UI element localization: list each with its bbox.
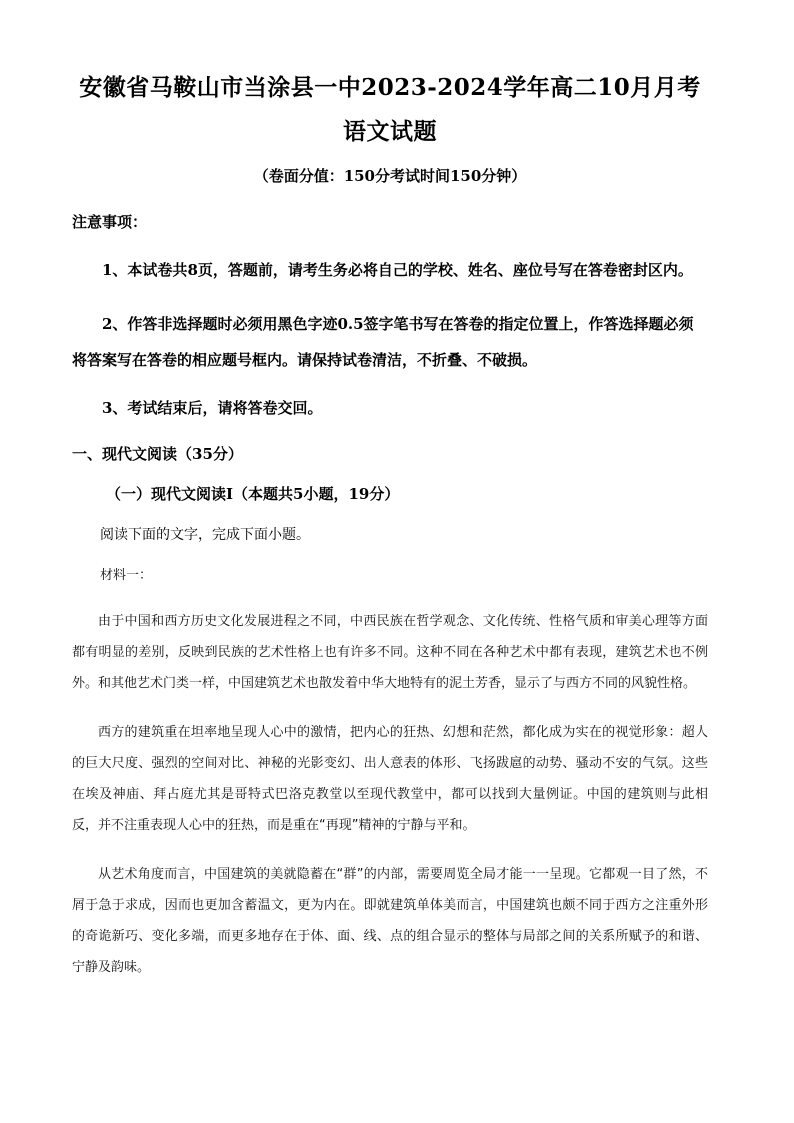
notice-item: 3、考试结束后，请将答卷交回。 xyxy=(102,399,323,417)
reading-instruction: 阅读下面的文字，完成下面小题。 xyxy=(100,527,310,543)
passage-paragraph: 西方的建筑重在坦率地呈现人心中的激情，把内心的狂热、幻想和茫然，都化成为实在的视觉形象：超人的巨大尺度、强烈的空间对比、神秘的光影变幻、出人意表的体形、飞扬跋扈的动势、骚动不安的气氛。这些在埃及神庙、拜占庭尤其是哥特式巴洛克教堂以至现代教堂中，都可以找到大量例证。中国的建筑则与此相反，并不注重表现人心中的狂热，而是重在“再现”精神的宁静与平和。 xyxy=(72,725,708,833)
document-title: 安徽省马鞍山市当涂县一中2023-2024学年高二10月月考语文试题 xyxy=(79,74,701,145)
notice-item: 1、本试卷共8页，答题前，请考生务必将自己的学校、姓名、座位号写在答卷密封区内。 xyxy=(102,261,693,279)
notice-heading: 注意事项： xyxy=(72,213,148,231)
exam-info: （卷面分值：150分考试时间150分钟） xyxy=(253,167,527,185)
material-label: 材料一： xyxy=(100,568,153,583)
notice-item: 2、作答非选择题时必须用黑色字迹0.5签字笔书写在答卷的指定位置上，作答选择题必须将答案写在答卷的相应题号框内。请保持试卷清洁，不折叠、不破损。 xyxy=(72,315,694,369)
section-title: 一、现代文阅读（35分） xyxy=(72,445,243,463)
subsection-title: （一）现代文阅读Ⅰ（本题共5小题，19分） xyxy=(106,485,400,503)
passage-paragraph: 由于中国和西方历史文化发展进程之不同，中西民族在哲学观念、文化传统、性格气质和审美心理等方面都有明显的差别，反映到民族的艺术性格上也有许多不同。这种不同在各种艺术中都有表现，建筑艺术也不例外。和其他艺术门类一样，中国建筑艺术也散发着中华大地特有的泥土芳香，显示了与西方不同的风貌性格。 xyxy=(72,614,708,691)
passage-paragraph: 从艺术角度而言，中国建筑的美就隐蓄在“群”的内部，需要周览全局才能一一呈现。它都观一目了然，不屑于急于求成，因而也更加含蓄温文，更为内在。即就建筑单体美而言，中国建筑也颇不同于西方之注重外形的奇诡新巧、变化多端，而更多地存在于体、面、线、点的组合显示的整体与局部之间的关系所赋予的和谐、宁静及韵味。 xyxy=(72,867,708,975)
